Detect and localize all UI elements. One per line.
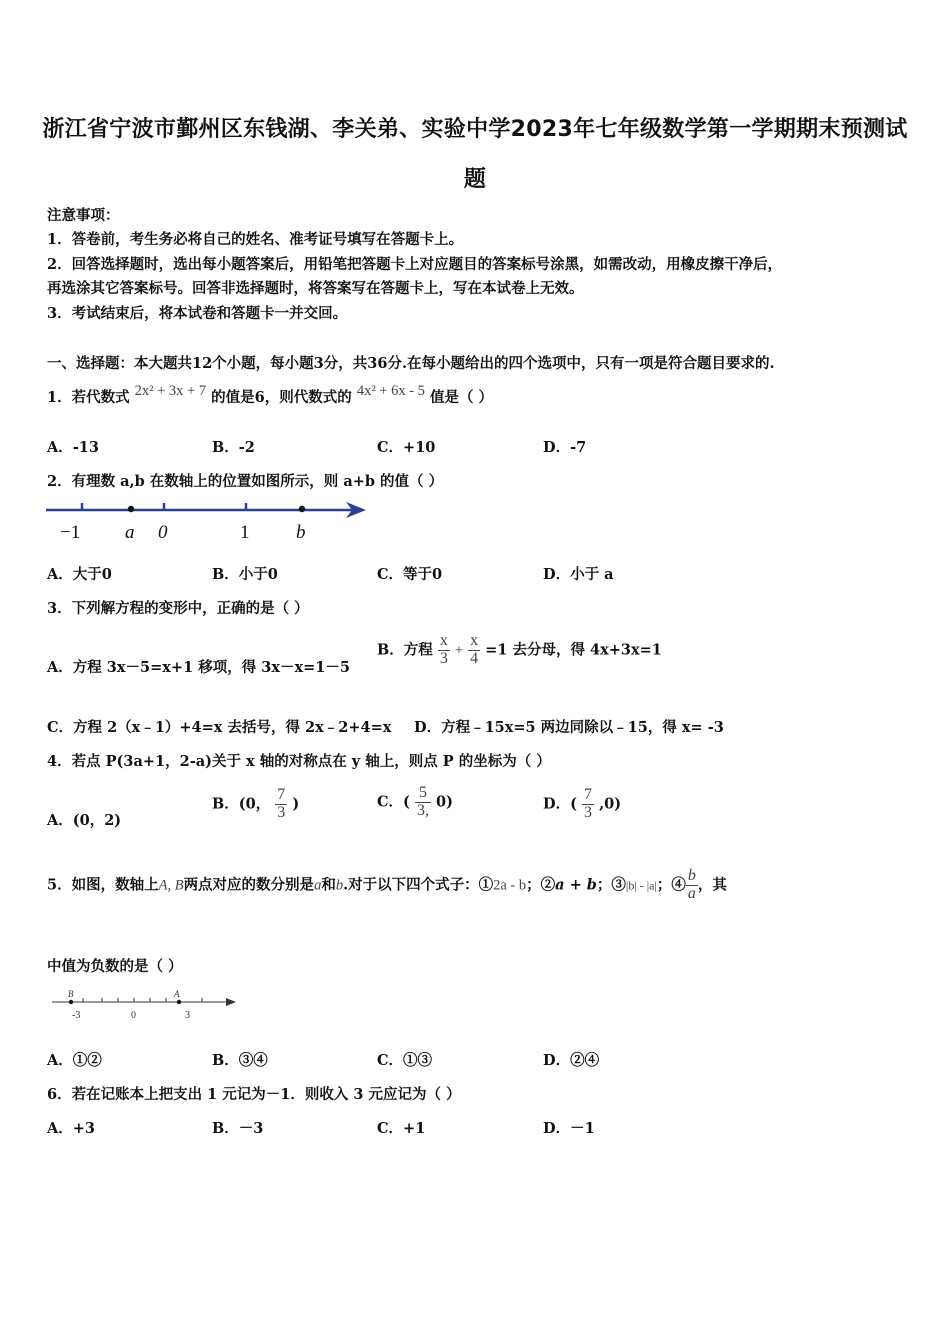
- page-title: 浙江省宁波市鄞州区东钱湖、李关弟、实验中学2023年七年级数学第一学期期末预测试: [42, 117, 908, 142]
- q4-option-b-fraction: [275, 787, 287, 822]
- q6-option-b: B．－3: [212, 1120, 264, 1137]
- section-heading: 一、选择题：本大题共12个小题，每小题3分，共36分.在每小题给出的四个选项中，只有一项是符合题目要求的.: [47, 355, 775, 372]
- notice-item-3: 3．考试结束后，将本试卷和答题卡一并交回。: [47, 305, 348, 322]
- q6-option-a: A．+3: [47, 1120, 95, 1137]
- q5-point-b: [69, 1000, 73, 1004]
- q4-option-b-prefix: B．(0，: [212, 795, 271, 813]
- q1-option-a: A．-13: [47, 439, 99, 456]
- q3-option-d: D．方程﹣15x=5 两边同除以﹣15，得 x= -3: [414, 719, 724, 736]
- q2-point-b: [299, 506, 305, 512]
- q5-label-0: 0: [131, 1010, 136, 1021]
- q3-option-b-prefix: B．方程: [377, 641, 433, 659]
- q3-fraction-1: [438, 633, 450, 668]
- q5-prefix: 5．如图，数轴上: [47, 876, 159, 894]
- q3-option-b: [377, 633, 662, 668]
- q5-option-c: C．①③: [377, 1052, 433, 1069]
- q1-option-d: D．-7: [543, 439, 587, 456]
- q2-point-a: [128, 506, 134, 512]
- q2-label-b: b: [296, 522, 306, 543]
- q5-label-neg3: -3: [72, 1010, 81, 1021]
- q5-suffix: ，其: [697, 876, 727, 894]
- q5-option-a: A．①②: [47, 1052, 102, 1069]
- question-3: 3．下列解方程的变形中，正确的是（ ）: [47, 600, 309, 617]
- q1-expression-2: 4x² + 6x - 5: [356, 383, 425, 399]
- q2-label-0: 0: [158, 522, 168, 543]
- q2-label-neg1: −1: [60, 522, 81, 543]
- q3-fraction-1-numerator: x: [439, 632, 448, 649]
- q5-expression-4-numerator: b: [687, 867, 696, 884]
- q4-option-c-numerator: 5: [415, 785, 431, 803]
- q4-option-d-numerator: 7: [584, 786, 592, 803]
- notice-item-2-continued: 再选涂其它答案标号。回答非选择题时，将答案写在答题卡上，写在本试卷上无效。: [47, 280, 584, 297]
- q1-suffix: 值是（ ）: [430, 389, 494, 406]
- q5-label-3: 3: [185, 1010, 190, 1021]
- q5-option-d: D．②④: [543, 1052, 600, 1069]
- notice-item-2: 2．回答选择题时，选出每小题答案后，用铅笔把答题卡上对应题目的答案标号涂黑，如需改动，用橡皮擦干净后，: [47, 256, 783, 273]
- q5-label-a: A: [174, 989, 180, 999]
- notice-heading: 注意事项：: [47, 207, 120, 224]
- q5-separator-4: ；④: [656, 876, 686, 894]
- q5-expression-2: a + b: [555, 876, 597, 894]
- q1-option-b: B．-2: [212, 439, 255, 456]
- question-5: [47, 868, 727, 903]
- q5-separator-3: ；③: [596, 876, 626, 894]
- q1-prefix: 1．若代数式: [47, 389, 130, 406]
- question-4: 4．若点 P(3a+1，2-a)关于 x 轴的对称点在 y 轴上，则点 P 的坐标为（ ）: [47, 753, 551, 770]
- q5-separator-2: ；②: [526, 876, 556, 894]
- q4-option-b: [212, 787, 299, 822]
- q3-option-b-suffix: =1 去分母，得 4x+3x=1: [485, 641, 662, 659]
- q1-mid: 的值是6，则代数式的: [211, 389, 352, 406]
- q4-option-d-fraction: [582, 787, 594, 822]
- q3-fraction-2: [468, 633, 480, 668]
- q5-expression-4: [686, 868, 698, 903]
- q3-option-a: A．方程 3x－5=x+1 移项，得 3x－x=1－5: [47, 659, 350, 676]
- q6-option-c: C．+1: [377, 1120, 426, 1137]
- q1-expression-1: 2x² + 3x + 7: [134, 383, 207, 399]
- q5-and: 和: [321, 876, 336, 894]
- q4-option-b-numerator: 7: [277, 786, 286, 803]
- q4-option-d-prefix: D．(: [543, 795, 577, 813]
- q5-label-b: B: [68, 989, 74, 999]
- q4-option-c-denominator: 3,: [416, 801, 429, 819]
- q5-expression-4-denominator: a: [687, 884, 696, 902]
- q2-option-b: B．小于0: [212, 566, 278, 583]
- q4-option-c-fraction: [415, 785, 431, 820]
- question-1: [47, 383, 494, 407]
- q5-number-line: [50, 986, 240, 1024]
- q3-option-c: C．方程 2（x﹣1）+4=x 去括号，得 2x﹣2+4=x: [47, 719, 392, 736]
- q4-option-b-denominator: 3: [277, 803, 286, 821]
- question-5-continued: 中值为负数的是（ ）: [47, 958, 183, 975]
- q4-option-d-denominator: 3: [584, 803, 592, 821]
- q6-option-d: D．－1: [543, 1120, 595, 1137]
- q5-expression-3: |b| - |a|: [625, 878, 657, 893]
- q5-mid-1: 两点对应的数分别是: [183, 876, 315, 894]
- q4-option-b-suffix: ): [292, 795, 300, 813]
- question-2: 2．有理数 a,b 在数轴上的位置如图所示，则 a+b 的值（ ）: [47, 473, 444, 490]
- q5-var-b: b: [335, 877, 344, 894]
- q5-expression-1: 2a - b: [493, 877, 527, 894]
- q5-points: A, B: [158, 877, 184, 894]
- q4-option-a: A．(0，2): [47, 812, 122, 829]
- q5-option-b: B．③④: [212, 1052, 268, 1069]
- q2-number-line: [44, 496, 374, 546]
- q4-option-d-suffix: ,0): [599, 795, 622, 813]
- q5-var-a: a: [314, 877, 322, 894]
- q2-option-c: C．等于0: [377, 566, 443, 583]
- q2-option-d: D．小于 a: [543, 566, 614, 583]
- q3-fraction-1-denominator: 3: [439, 649, 448, 667]
- q4-option-c-suffix: 0): [436, 793, 453, 811]
- q2-label-1: 1: [240, 522, 250, 543]
- q2-option-a: A．大于0: [47, 566, 112, 583]
- q3-plus: +: [454, 642, 464, 659]
- q2-label-a: a: [125, 522, 135, 543]
- q5-axis-arrow: [226, 998, 236, 1006]
- q3-fraction-2-denominator: 4: [470, 649, 479, 667]
- q3-fraction-2-numerator: x: [470, 632, 479, 649]
- q4-option-c-prefix: C．(: [377, 793, 410, 811]
- q5-point-a: [177, 1000, 181, 1004]
- q5-mid-2: .对于以下四个式子：①: [343, 876, 494, 894]
- q1-option-c: C．+10: [377, 439, 436, 456]
- q4-option-c: [377, 785, 453, 820]
- question-6: 6．若在记账本上把支出 1 元记为－1．则收入 3 元应记为（ ）: [47, 1086, 461, 1103]
- q4-option-d: [543, 787, 621, 822]
- page-title-continued: 题: [463, 167, 487, 192]
- notice-item-1: 1．答卷前，考生务必将自己的姓名、准考证号填写在答题卡上。: [47, 231, 464, 248]
